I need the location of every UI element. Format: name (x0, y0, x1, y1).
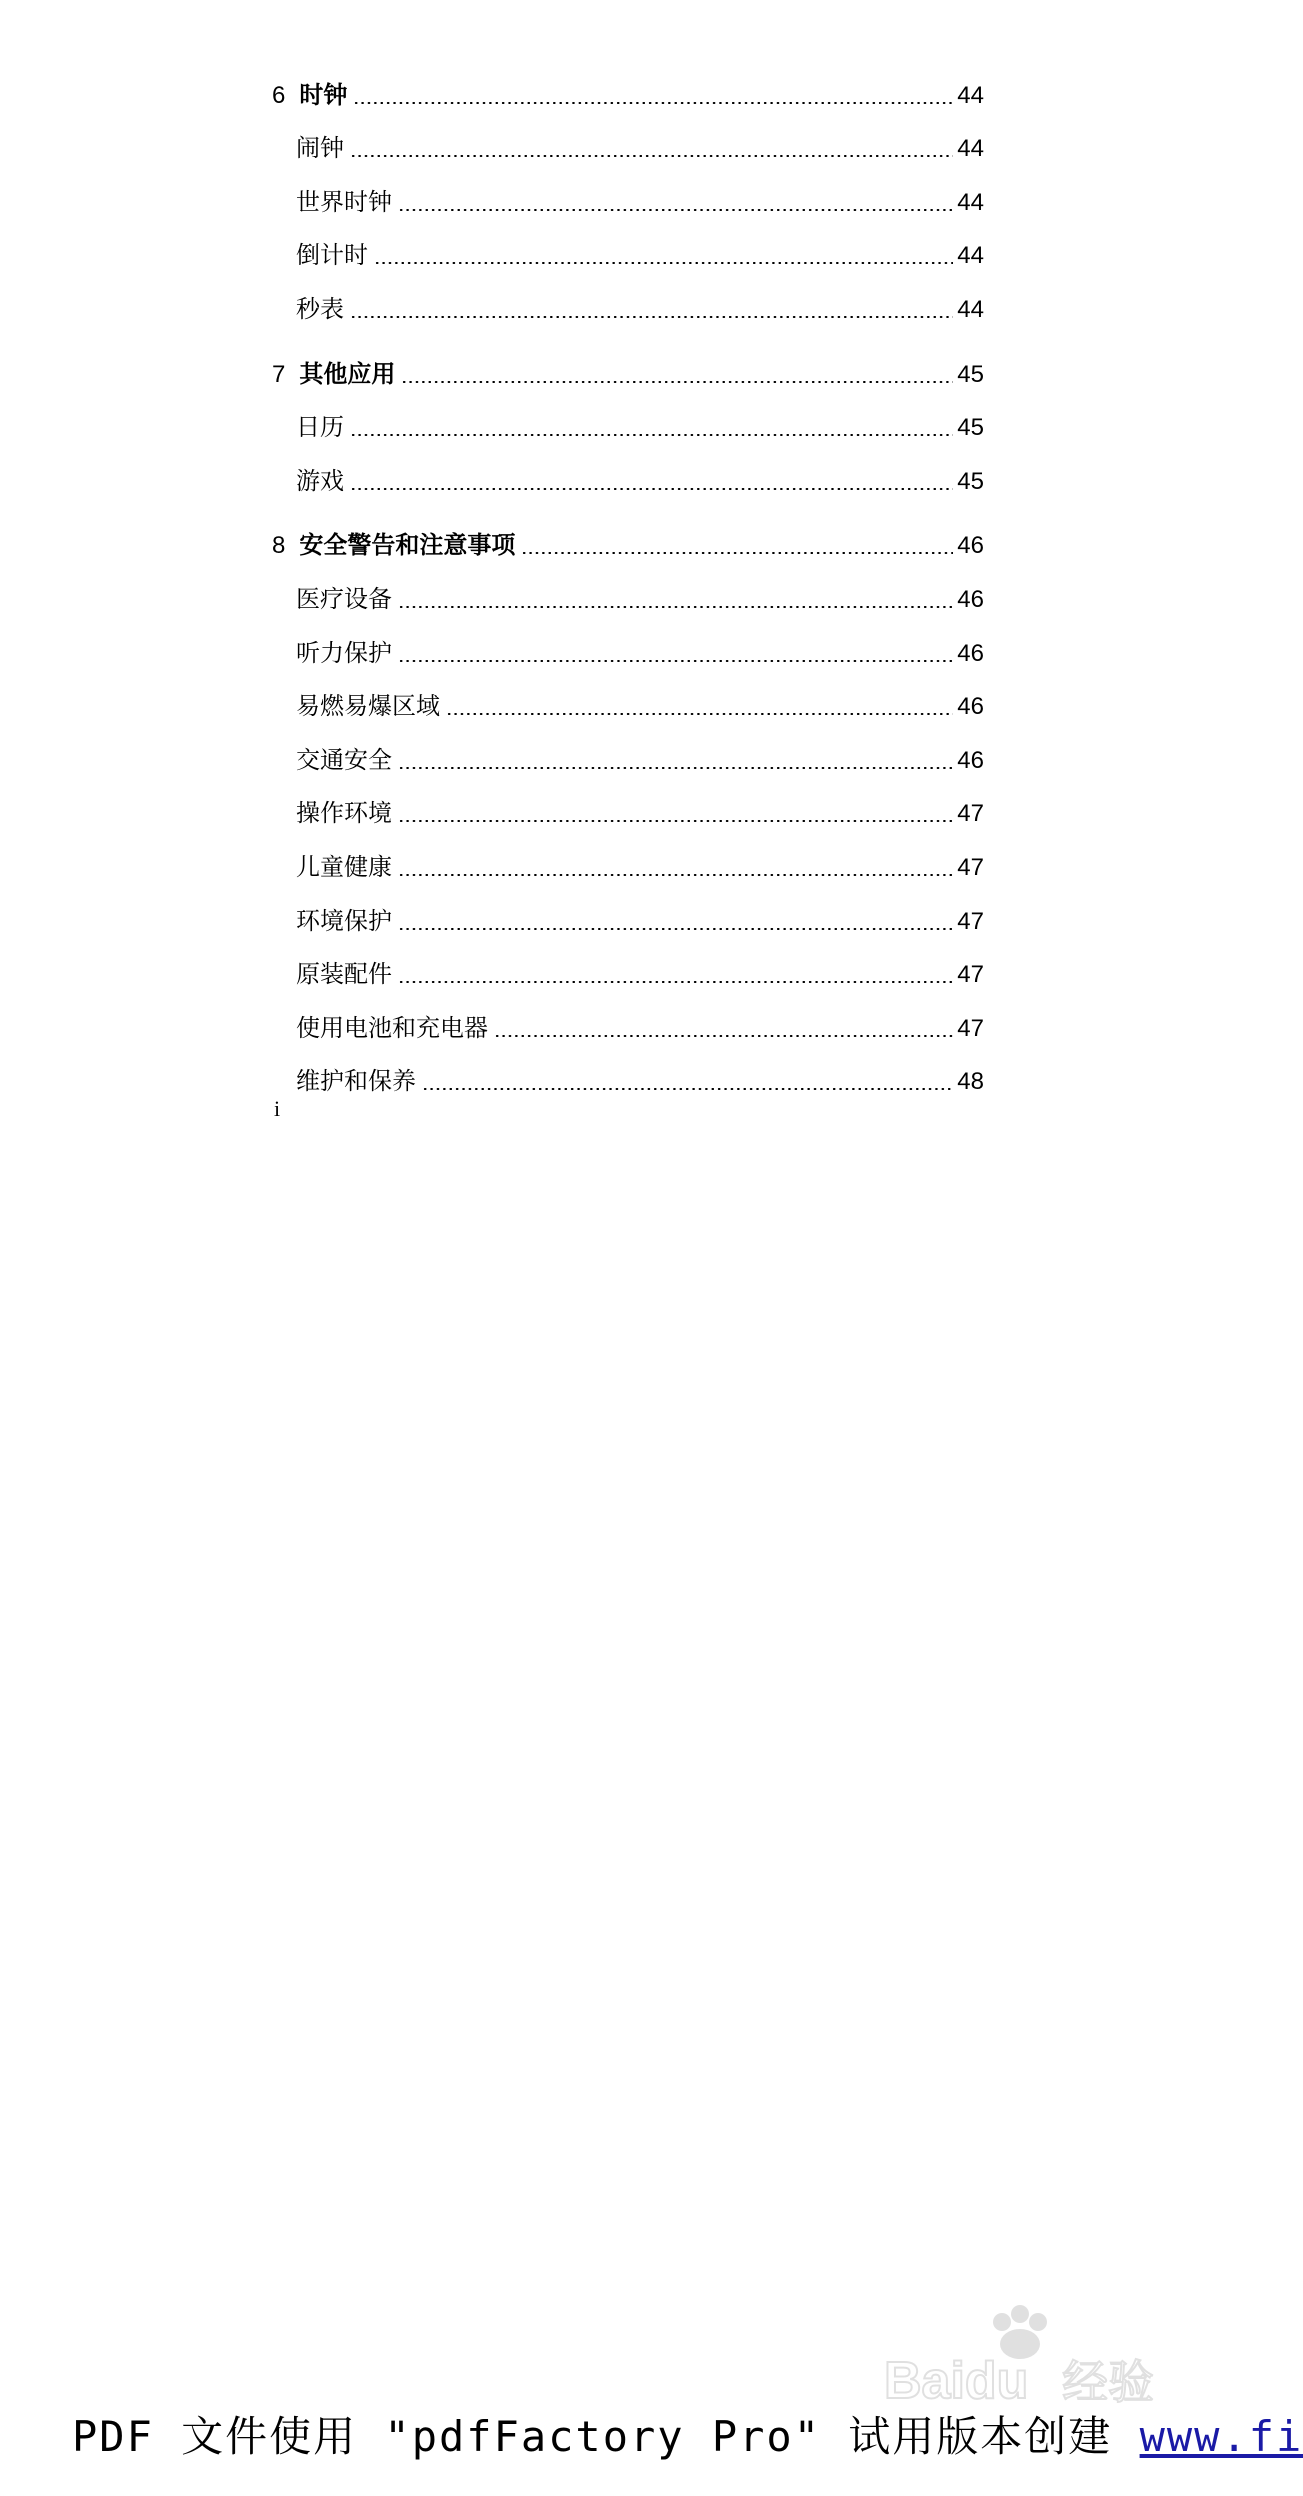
toc-entry-row[interactable] (272, 884, 984, 938)
toc-entry-title: 交通安全 (296, 747, 392, 774)
dot-leader (398, 928, 953, 930)
toc-entry-title: 倒计时 (296, 243, 368, 270)
toc-entry-row[interactable] (272, 272, 984, 326)
chapter-title: 安全警告和注意事项 (299, 532, 516, 560)
dot-leader (398, 660, 953, 662)
toc-entry-title (272, 534, 515, 562)
footer-link[interactable]: www.fi (1139, 2412, 1303, 2461)
toc-entry-row[interactable] (272, 562, 984, 616)
dot-leader (350, 316, 953, 318)
dot-leader (398, 767, 953, 769)
dot-leader (398, 874, 953, 876)
dot-leader (446, 713, 953, 715)
toc-entry-title: 游戏 (296, 468, 344, 495)
toc-page-number: 45 (957, 414, 984, 442)
dot-leader (398, 981, 953, 983)
toc-entry-title: 世界时钟 (296, 189, 392, 216)
dot-leader (374, 262, 953, 264)
pdf-footer (72, 2404, 1303, 2464)
toc-entry-title: 秒表 (296, 296, 344, 323)
toc-entry-row[interactable] (272, 391, 984, 445)
toc-page-number: 47 (957, 961, 984, 989)
dot-leader (398, 209, 953, 211)
dot-leader (401, 381, 953, 383)
dot-leader (422, 1088, 953, 1090)
toc-entry-title: 儿童健康 (296, 854, 392, 881)
toc-page-number: 45 (957, 360, 984, 388)
dot-leader (494, 1035, 953, 1037)
toc-chapter-row[interactable] (272, 509, 984, 563)
toc-page-number: 47 (957, 800, 984, 828)
toc-chapter-row[interactable] (272, 337, 984, 391)
toc-entry-row[interactable] (272, 991, 984, 1045)
toc-entry-row[interactable] (272, 830, 984, 884)
toc-page-number: 46 (957, 532, 984, 560)
toc-entry-title: 使用电池和充电器 (296, 1015, 488, 1042)
toc-entry-title (272, 360, 396, 391)
toc-page-number: 47 (957, 907, 984, 935)
toc-page-number: 44 (957, 81, 984, 109)
dot-leader (398, 820, 953, 822)
toc-page-number: 46 (957, 639, 984, 667)
toc-entry-row[interactable] (272, 165, 984, 219)
toc-chapter-row[interactable] (272, 58, 984, 112)
watermark-suffix: 经验 (1062, 2355, 1154, 2409)
toc-entry-row[interactable] (272, 444, 984, 498)
toc-page-number: 47 (957, 853, 984, 881)
dot-leader (350, 434, 953, 436)
toc-page-number: 45 (957, 467, 984, 495)
chapter-number: 6 (272, 81, 286, 109)
toc-entry-row[interactable] (272, 112, 984, 166)
chapter-number: 7 (272, 360, 286, 388)
toc-page-number: 46 (957, 693, 984, 721)
toc-entry-row[interactable] (272, 723, 984, 777)
baidu-watermark-logo (884, 2300, 1184, 2410)
table-of-contents (272, 58, 984, 1098)
toc-entry-row[interactable] (272, 219, 984, 273)
toc-page-number: 44 (957, 188, 984, 216)
toc-entry-row[interactable] (272, 1045, 984, 1099)
toc-entry-title: 闹钟 (296, 136, 344, 163)
dot-leader (398, 606, 953, 608)
chapter-title: 其他应用 (299, 360, 396, 388)
dot-leader (350, 488, 953, 490)
footer-text: PDF 文件使用 "pdfFactory Pro" 试用版本创建 (72, 2412, 1140, 2461)
toc-page-number: 46 (957, 746, 984, 774)
toc-entry-title: 医疗设备 (296, 586, 392, 613)
toc-page-number: 44 (957, 295, 984, 323)
toc-entry-title: 环境保护 (296, 908, 392, 935)
toc-page-number: 44 (957, 242, 984, 270)
page-number: i (274, 1096, 281, 1121)
toc-entry-row[interactable] (272, 938, 984, 992)
dot-leader (350, 155, 953, 157)
toc-entry-title: 原装配件 (296, 962, 392, 989)
toc-entry-title (272, 81, 348, 112)
toc-page-number: 48 (957, 1068, 984, 1096)
chapter-title: 时钟 (299, 81, 348, 109)
toc-page-number: 46 (957, 585, 984, 613)
toc-entry-row[interactable] (272, 616, 984, 670)
toc-entry-row[interactable] (272, 670, 984, 724)
toc-entry-title: 操作环境 (296, 801, 392, 828)
chapter-number: 8 (272, 532, 286, 560)
toc-page-number: 44 (957, 135, 984, 163)
dot-leader (353, 102, 953, 104)
toc-entry-title: 日历 (296, 415, 344, 442)
dot-leader (521, 552, 953, 554)
toc-entry-title: 听力保护 (296, 640, 392, 667)
toc-entry-title: 维护和保养 (296, 1069, 416, 1096)
watermark-brand: Baidu (884, 2352, 1029, 2410)
toc-page-number: 47 (957, 1014, 984, 1042)
toc-entry-title: 易燃易爆区域 (296, 694, 440, 721)
toc-entry-row[interactable] (272, 777, 984, 831)
